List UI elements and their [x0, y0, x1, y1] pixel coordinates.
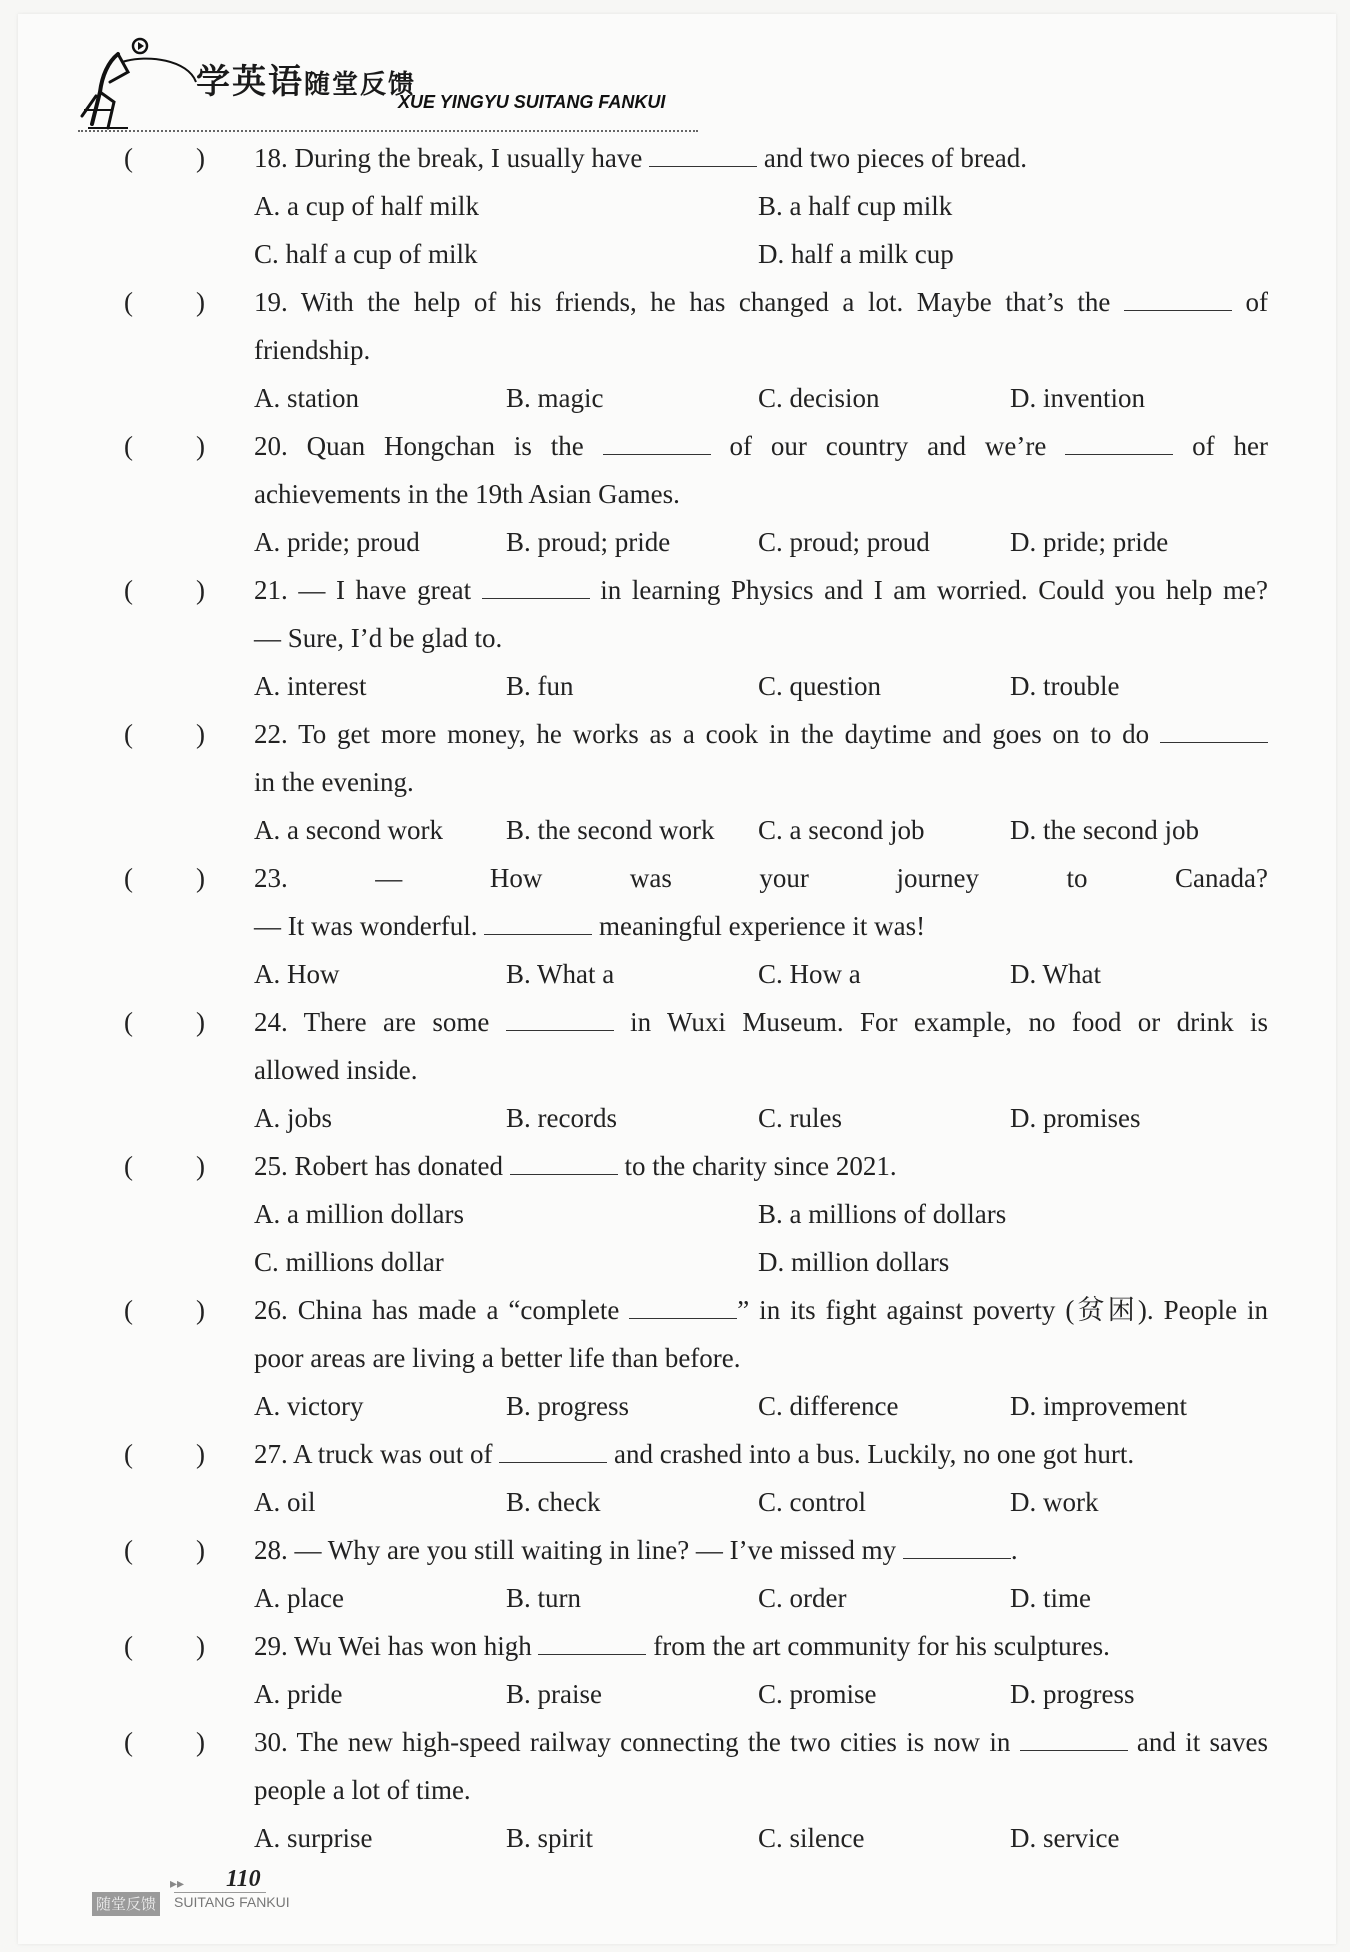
question-stem	[254, 854, 1268, 902]
question-stem	[254, 278, 1268, 326]
question-item	[18, 1286, 1336, 1430]
answer-option[interactable]: C. rules	[758, 1103, 842, 1133]
answer-bracket-close[interactable]: )	[196, 287, 205, 317]
stem-text: ” in its fight against poverty (贫困). People in	[737, 1295, 1268, 1325]
answer-option[interactable]: A. station	[254, 383, 359, 413]
answer-bracket-close[interactable]: )	[196, 1727, 205, 1757]
options-row	[18, 182, 1336, 230]
answer-bracket-close[interactable]: )	[196, 1295, 205, 1325]
answer-option[interactable]: D. promises	[1010, 1103, 1141, 1133]
question-stem	[254, 326, 1268, 374]
options-row	[18, 1574, 1336, 1622]
stem-text: of her	[1173, 431, 1268, 461]
header-divider	[78, 130, 698, 132]
answer-option[interactable]: D. What	[1010, 959, 1101, 989]
answer-option[interactable]: B. turn	[506, 1583, 582, 1613]
question-stem	[254, 422, 1268, 470]
question-stem	[254, 566, 1268, 614]
answer-option[interactable]: B. spirit	[506, 1823, 594, 1853]
answer-option[interactable]: A. surprise	[254, 1823, 373, 1853]
options-row	[18, 1190, 1336, 1238]
answer-option[interactable]: C. proud; proud	[758, 527, 930, 557]
question-stem	[254, 1046, 1268, 1094]
question-list	[18, 134, 1336, 1862]
answer-option[interactable]: C. control	[758, 1487, 866, 1517]
question-stem	[254, 134, 1268, 182]
answer-blank[interactable]	[1020, 1728, 1128, 1751]
answer-option[interactable]: A. a million dollars	[254, 1199, 464, 1229]
answer-option[interactable]: D. the second job	[1010, 815, 1199, 845]
question-item	[18, 1142, 1336, 1286]
stem-text: of our country and we’re	[710, 431, 1066, 461]
answer-option[interactable]: D. time	[1010, 1583, 1091, 1613]
answer-option[interactable]: D. pride; pride	[1010, 527, 1169, 557]
answer-bracket-open[interactable]: (	[124, 575, 133, 605]
header-title-cn: 学英语随堂反馈	[196, 62, 417, 102]
answer-option[interactable]: B. check	[506, 1487, 601, 1517]
answer-blank[interactable]	[510, 1152, 618, 1175]
answer-option[interactable]: A. a second work	[254, 815, 443, 845]
options-row	[18, 1382, 1336, 1430]
answer-option[interactable]: D. improvement	[1010, 1391, 1187, 1421]
answer-option[interactable]: D. invention	[1010, 383, 1145, 413]
answer-blank[interactable]	[538, 1632, 646, 1655]
stem-text: in Wuxi Museum. For example, no food or drink is	[613, 1007, 1268, 1037]
stem-text: — Sure, I’d be glad to.	[254, 623, 503, 653]
answer-option[interactable]: C. silence	[758, 1823, 865, 1853]
options-row	[18, 662, 1336, 710]
stem-text: 18. During the break, I usually have	[254, 143, 650, 173]
answer-blank[interactable]	[603, 432, 711, 455]
question-stem	[254, 614, 1268, 662]
options-row	[18, 1238, 1336, 1286]
stem-text: 30. The new high-speed railway connecting the two cities is now in	[254, 1727, 1020, 1757]
stem-text: and it saves	[1127, 1727, 1268, 1757]
options-row	[18, 374, 1336, 422]
answer-option[interactable]: C. order	[758, 1583, 847, 1613]
stem-text: and two pieces of bread.	[757, 143, 1028, 173]
header-title-en: XUE YINGYU SUITANG FANKUI	[398, 92, 666, 112]
answer-blank[interactable]	[506, 1008, 614, 1031]
answer-bracket-open[interactable]: (	[124, 1439, 133, 1469]
options-row	[18, 1670, 1336, 1718]
question-item	[18, 1718, 1336, 1862]
answer-option[interactable]: A. pride; proud	[254, 527, 420, 557]
answer-bracket-open[interactable]: (	[124, 1535, 133, 1565]
answer-option[interactable]: C. How a	[758, 959, 861, 989]
answer-option[interactable]: A. place	[254, 1583, 344, 1613]
stem-text: 21. — I have great	[254, 575, 482, 605]
answer-bracket-close[interactable]: )	[196, 575, 205, 605]
question-item	[18, 1526, 1336, 1622]
question-stem	[254, 1142, 1268, 1190]
answer-bracket-close[interactable]: )	[196, 863, 205, 893]
answer-bracket-close[interactable]: )	[196, 1151, 205, 1181]
answer-bracket-close[interactable]: )	[196, 431, 205, 461]
footer-divider	[174, 1892, 266, 1893]
answer-option[interactable]: B. a half cup milk	[758, 191, 953, 221]
answer-bracket-close[interactable]: )	[196, 719, 205, 749]
question-line	[18, 902, 1336, 950]
footer-label-en: SUITANG FANKUI	[174, 1894, 290, 1910]
answer-bracket-close[interactable]: )	[196, 1439, 205, 1469]
question-line	[18, 1622, 1336, 1670]
question-stem	[254, 1286, 1268, 1334]
answer-bracket-open[interactable]: (	[124, 863, 133, 893]
stem-text: 28. — Why are you still waiting in line? — I’ve missed my	[254, 1535, 903, 1565]
question-stem	[254, 758, 1268, 806]
question-line	[18, 1142, 1336, 1190]
question-line	[18, 326, 1336, 374]
answer-blank[interactable]	[1124, 288, 1232, 311]
answer-option[interactable]: B. magic	[506, 383, 604, 413]
question-line	[18, 134, 1336, 182]
answer-option[interactable]: B. records	[506, 1103, 617, 1133]
question-item	[18, 710, 1336, 854]
options-row	[18, 1478, 1336, 1526]
question-line	[18, 854, 1336, 902]
answer-option[interactable]: C. difference	[758, 1391, 899, 1421]
question-line	[18, 1334, 1336, 1382]
question-stem	[254, 998, 1268, 1046]
question-item	[18, 1430, 1336, 1526]
stem-text: 29. Wu Wei has won high	[254, 1631, 539, 1661]
answer-option[interactable]: D. trouble	[1010, 671, 1120, 701]
answer-bracket-open[interactable]: (	[124, 1631, 133, 1661]
question-stem	[254, 1430, 1268, 1478]
stem-text: people a lot of time.	[254, 1775, 471, 1805]
answer-bracket-open[interactable]: (	[124, 1295, 133, 1325]
answer-option[interactable]: D. work	[1010, 1487, 1099, 1517]
answer-bracket-open[interactable]: (	[124, 143, 133, 173]
question-stem	[254, 902, 1268, 950]
question-stem	[254, 1766, 1268, 1814]
question-item	[18, 998, 1336, 1142]
question-stem	[254, 710, 1268, 758]
stem-text: allowed inside.	[254, 1055, 418, 1085]
answer-blank[interactable]	[1065, 432, 1173, 455]
question-item	[18, 566, 1336, 710]
stem-text: .	[1010, 1535, 1018, 1565]
stem-text: and crashed into a bus. Luckily, no one got hurt.	[607, 1439, 1135, 1469]
answer-option[interactable]: A. jobs	[254, 1103, 333, 1133]
answer-blank[interactable]	[629, 1296, 737, 1319]
answer-blank[interactable]	[484, 912, 592, 935]
options-row	[18, 950, 1336, 998]
question-line	[18, 278, 1336, 326]
answer-bracket-open[interactable]: (	[124, 1007, 133, 1037]
options-row	[18, 806, 1336, 854]
stem-text: 26. China has made a “complete	[254, 1295, 630, 1325]
answer-option[interactable]: A. interest	[254, 671, 367, 701]
stem-text: — It was wonderful.	[254, 911, 485, 941]
question-line	[18, 998, 1336, 1046]
answer-blank[interactable]	[649, 144, 757, 167]
answer-option[interactable]: B. progress	[506, 1391, 629, 1421]
question-stem	[254, 1622, 1268, 1670]
question-item	[18, 278, 1336, 422]
answer-option[interactable]: D. half a milk cup	[758, 239, 954, 269]
answer-option[interactable]: D. progress	[1010, 1679, 1135, 1709]
stem-text: meaningful experience it was!	[592, 911, 926, 941]
answer-option[interactable]: B. the second work	[506, 815, 715, 845]
question-line	[18, 470, 1336, 518]
answer-bracket-open[interactable]: (	[124, 287, 133, 317]
page-header	[78, 26, 698, 138]
stem-text: poor areas are living a better life than before.	[254, 1343, 741, 1373]
stem-text: 19. With the help of his friends, he has changed a lot. Maybe that’s the	[254, 287, 1124, 317]
footer-badge: 随堂反馈	[92, 1892, 160, 1916]
answer-option[interactable]: B. praise	[506, 1679, 602, 1709]
stem-text: from the art community for his sculptures.	[646, 1631, 1110, 1661]
question-line	[18, 1718, 1336, 1766]
answer-bracket-close[interactable]: )	[196, 143, 205, 173]
page-number: 110	[226, 1866, 261, 1892]
answer-option[interactable]: B. proud; pride	[506, 527, 671, 557]
answer-option[interactable]: A. oil	[254, 1487, 316, 1517]
answer-option[interactable]: C. question	[758, 671, 882, 701]
answer-blank[interactable]	[482, 576, 590, 599]
answer-option[interactable]: D. service	[1010, 1823, 1120, 1853]
answer-option[interactable]: A. How	[254, 959, 340, 989]
stem-text: 27. A truck was out of	[254, 1439, 500, 1469]
question-stem	[254, 470, 1268, 518]
question-item	[18, 1622, 1336, 1718]
answer-blank[interactable]	[903, 1536, 1011, 1559]
options-row	[18, 1094, 1336, 1142]
answer-option[interactable]: C. a second job	[758, 815, 925, 845]
question-line	[18, 710, 1336, 758]
worksheet-page	[18, 14, 1336, 1944]
answer-bracket-open[interactable]: (	[124, 431, 133, 461]
answer-option[interactable]: C. half a cup of milk	[254, 239, 478, 269]
stem-text: 22. To get more money, he works as a cook in the daytime and goes on to do	[254, 719, 1160, 749]
question-line	[18, 1286, 1336, 1334]
answer-option[interactable]: C. promise	[758, 1679, 877, 1709]
question-stem	[254, 1526, 1268, 1574]
question-line	[18, 758, 1336, 806]
stem-text: 25. Robert has donated	[254, 1151, 510, 1181]
answer-bracket-close[interactable]: )	[196, 1007, 205, 1037]
stem-text: 20. Quan Hongchan is the	[254, 431, 603, 461]
answer-bracket-open[interactable]: (	[124, 719, 133, 749]
question-line	[18, 614, 1336, 662]
stem-text: achievements in the 19th Asian Games.	[254, 479, 680, 509]
answer-bracket-close[interactable]: )	[196, 1631, 205, 1661]
question-stem	[254, 1334, 1268, 1382]
question-line	[18, 1046, 1336, 1094]
answer-bracket-open[interactable]: (	[124, 1151, 133, 1181]
answer-blank[interactable]	[499, 1440, 607, 1463]
question-line	[18, 566, 1336, 614]
stem-text: friendship.	[254, 335, 371, 365]
question-line	[18, 422, 1336, 470]
question-item	[18, 134, 1336, 278]
answer-bracket-close[interactable]: )	[196, 1535, 205, 1565]
question-stem	[254, 1718, 1268, 1766]
options-row	[18, 230, 1336, 278]
answer-option[interactable]: A. pride	[254, 1679, 343, 1709]
stem-text: to the charity since 2021.	[617, 1151, 897, 1181]
answer-option[interactable]: A. a cup of half milk	[254, 191, 479, 221]
answer-option[interactable]: B. fun	[506, 671, 574, 701]
answer-option[interactable]: C. millions dollar	[254, 1247, 444, 1277]
question-item	[18, 854, 1336, 998]
footer-arrows-icon: ▸▸	[170, 1876, 185, 1892]
stem-text: 23. — How was your journey to Canada?	[254, 863, 1268, 893]
question-line	[18, 1766, 1336, 1814]
question-line	[18, 1430, 1336, 1478]
answer-option[interactable]: D. million dollars	[758, 1247, 950, 1277]
answer-option[interactable]: A. victory	[254, 1391, 364, 1421]
stem-text: in the evening.	[254, 767, 414, 797]
answer-bracket-open[interactable]: (	[124, 1727, 133, 1757]
options-row	[18, 1814, 1336, 1862]
runner-logo-icon	[78, 32, 198, 132]
answer-blank[interactable]	[1160, 720, 1268, 743]
question-line	[18, 1526, 1336, 1574]
stem-text: 24. There are some	[254, 1007, 506, 1037]
stem-text: in learning Physics and I am worried. Could you help me?	[589, 575, 1268, 605]
answer-option[interactable]: C. decision	[758, 383, 880, 413]
stem-text: of	[1231, 287, 1268, 317]
answer-option[interactable]: B. a millions of dollars	[758, 1199, 1007, 1229]
options-row	[18, 518, 1336, 566]
question-item	[18, 422, 1336, 566]
answer-option[interactable]: B. What a	[506, 959, 615, 989]
